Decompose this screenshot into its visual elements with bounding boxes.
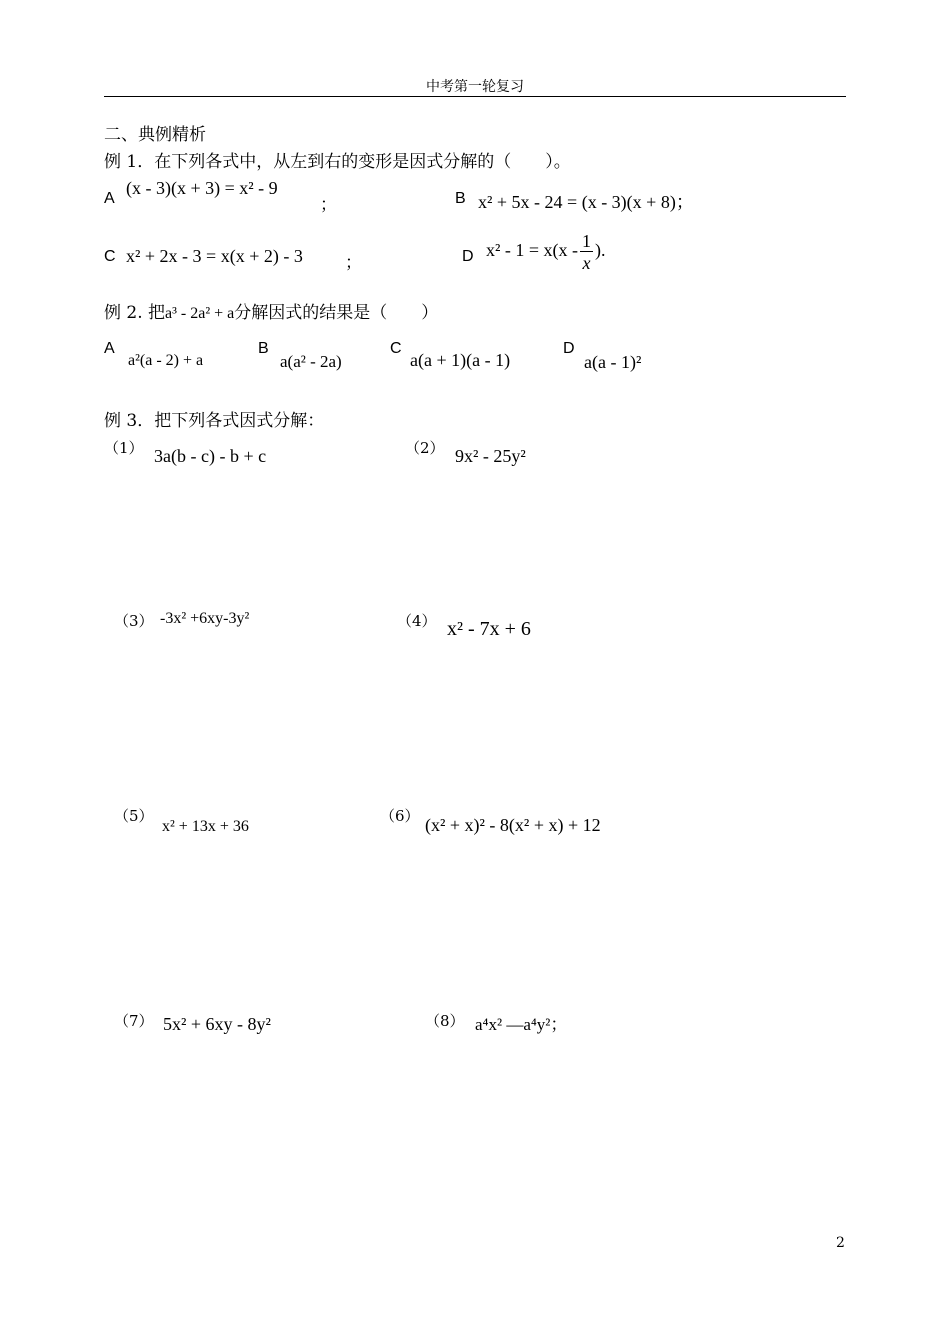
ex3-item-4-number: （4）	[397, 612, 437, 630]
ex1-option-d-pre: x² - 1 = x(x -	[486, 240, 579, 261]
fraction-denominator: x	[582, 253, 591, 273]
page-number: 2	[836, 1235, 845, 1251]
ex1-option-c-expr: x² + 2x - 3 = x(x + 2) - 3	[126, 246, 303, 266]
ex3-item-5-expr: x² + 13x + 36	[162, 818, 249, 835]
ex2-option-b-expr: a(a² - 2a)	[280, 352, 342, 371]
ex2-option-c-label: C	[390, 340, 402, 357]
ex3-item-1-expr: 3a(b - c) - b + c	[154, 446, 267, 466]
ex2-stem-post: 分解因式的结果是（ ）	[234, 303, 439, 323]
ex1-option-c-label: C	[104, 248, 116, 265]
ex1-option-a-expr: (x - 3)(x + 3) = x² - 9	[126, 178, 278, 198]
ex2-option-d-expr: a(a - 1)²	[584, 352, 642, 372]
ex3-item-3-expr: -3x² +6xy-3y²	[160, 610, 250, 627]
ex3-item-7-expr: 5x² + 6xy - 8y²	[163, 1014, 271, 1034]
ex1-option-c-end: ；	[345, 253, 362, 273]
ex2-option-c-expr: a(a + 1)(a - 1)	[410, 350, 511, 370]
ex2-option-a-label: A	[104, 340, 115, 357]
fraction-numerator: 1	[582, 231, 592, 251]
page-header-title: 中考第一轮复习	[426, 79, 524, 95]
ex3-stem: 例 3．把下列各式因式分解：	[104, 411, 325, 431]
header-rule	[104, 96, 846, 97]
ex3-item-2-number: （2）	[405, 439, 445, 457]
ex2-stem-pre: 例 2. 把	[104, 303, 166, 323]
ex3-item-8-number: （8）	[425, 1012, 465, 1030]
ex1-option-d-post: ).	[595, 240, 606, 261]
ex3-item-1-number: （1）	[104, 439, 144, 457]
ex3-item-6-number: （6）	[380, 807, 420, 825]
section-title: 二、典例精析	[104, 125, 206, 145]
ex1-stem: 例 1．在下列各式中，从左到右的变形是因式分解的（ ）。	[104, 152, 571, 172]
ex1-option-b-label: B	[455, 190, 466, 207]
ex1-option-a-end: ；	[320, 195, 337, 215]
ex1-option-d-label: D	[462, 248, 474, 265]
ex3-item-3-number: （3）	[114, 612, 154, 630]
ex3-item-8-expr: a⁴x² —a⁴y²；	[475, 1015, 568, 1034]
ex3-item-6-expr: (x² + x)² - 8(x² + x) + 12	[425, 815, 601, 835]
ex1-option-b-expr: x² + 5x - 24 = (x - 3)(x + 8)；	[478, 192, 694, 212]
ex3-item-2-expr: 9x² - 25y²	[455, 446, 526, 466]
ex2-stem	[104, 298, 438, 323]
ex3-item-5-number: （5）	[114, 807, 154, 825]
ex1-option-a-label: A	[104, 190, 115, 207]
ex1-option-d-expr	[486, 232, 606, 272]
ex2-option-a-expr: a²(a - 2) + a	[128, 352, 204, 369]
ex1-option-d-fraction	[580, 232, 593, 272]
ex2-option-b-label: B	[258, 340, 269, 357]
ex3-item-7-number: （7）	[114, 1012, 154, 1030]
ex2-stem-expr: a³ - 2a² + a	[165, 305, 235, 322]
ex3-item-4-expr: x² - 7x + 6	[447, 618, 531, 640]
ex2-option-d-label: D	[563, 340, 575, 357]
